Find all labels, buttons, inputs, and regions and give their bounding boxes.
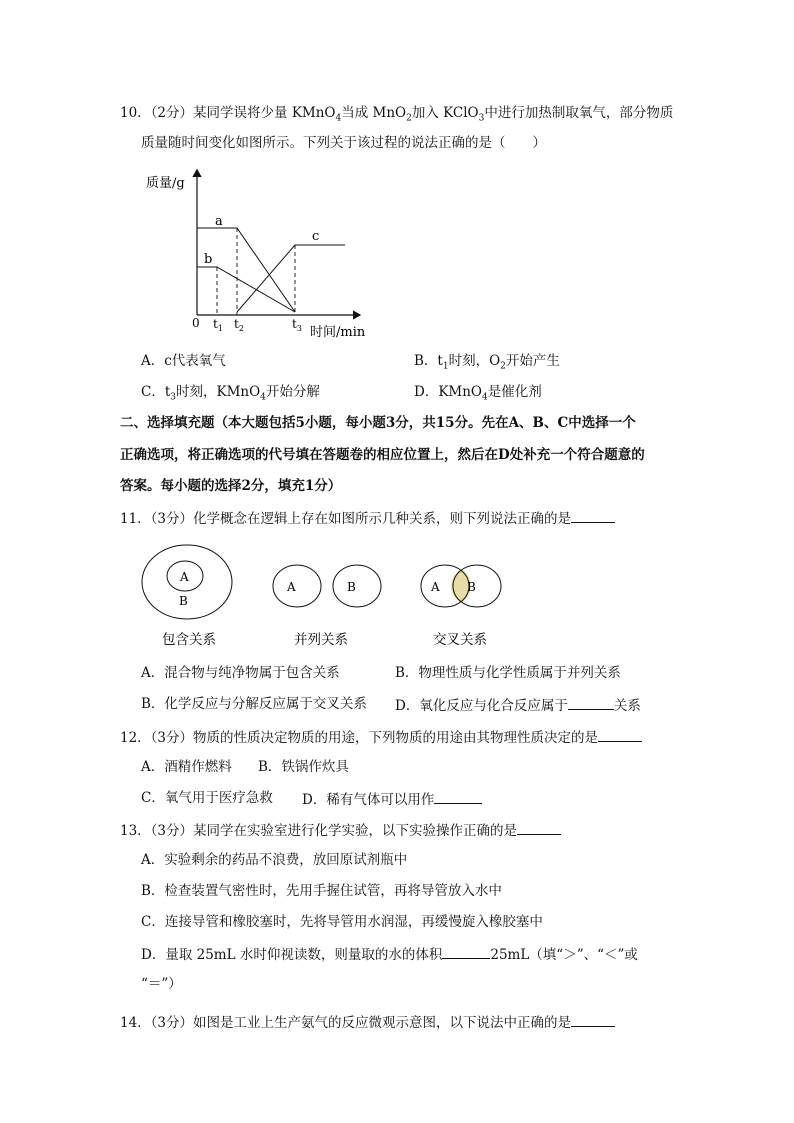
- q12-option-d: D．稀有气体可以用作: [302, 789, 482, 809]
- q10-option-a: A．c代表氧气: [141, 353, 226, 369]
- q10-mass-time-graph: [140, 165, 370, 340]
- parallel-label-b: B: [347, 580, 356, 594]
- parallel-circle-a: [273, 565, 321, 607]
- q10-kclo3: KClO: [443, 105, 479, 121]
- q13-option-b: B．检查装置气密性时，先用手握住试管，再将导管放入水中: [141, 883, 502, 899]
- label-c: c: [312, 229, 320, 244]
- caption-cross: 交叉关系: [433, 632, 487, 648]
- q13-answer-blank[interactable]: [517, 820, 561, 835]
- contain-label-b: B: [179, 594, 188, 608]
- line-a: [197, 228, 295, 312]
- label-a: a: [215, 214, 223, 229]
- tick-t1: $t_1$: [213, 317, 223, 333]
- q12-option-c: C．氧气用于医疗急救: [141, 790, 273, 806]
- q11-option-b: B．物理性质与化学性质属于并列关系: [395, 665, 621, 681]
- section2-heading-line2: 正确选项，将正确选项的代号填在答题卷的相应位置上，然后在D处补充一个符合题意的: [120, 447, 645, 463]
- q10-mno2-sub: 2: [406, 113, 412, 124]
- q12-option-b: B．铁锅作炊具: [258, 759, 349, 775]
- section2-heading-line1: 二、选择填充题（本大题包括5小题，每小题3分，共15分。先在A、B、C中选择一个: [120, 415, 636, 431]
- q13-d-blank[interactable]: [442, 944, 490, 959]
- q12-d-blank[interactable]: [434, 789, 482, 804]
- caption-contain: 包含关系: [162, 632, 216, 648]
- q10-stem-c: 加入: [411, 105, 439, 121]
- line-b: [197, 267, 295, 312]
- parallel-circle-b: [333, 565, 381, 607]
- q12-stem: 12．（3分）物质的性质决定物质的用途，下列物质的用途由其物理性质决定的是: [120, 727, 642, 747]
- tick-t3: $t_3$: [292, 317, 302, 333]
- cross-label-b: B: [467, 580, 476, 594]
- origin-label: 0: [192, 316, 200, 330]
- q11-stem: 11．（3分）化学概念在逻辑上存在如图所示几种关系，则下列说法正确的是: [120, 508, 615, 528]
- q10-stem-b: 当成: [341, 105, 369, 121]
- q13-option-d: D．量取 25mL 水时仰视读数，则量取的水的体积 25mL（填“＞”、“＜”或: [141, 944, 638, 964]
- q12-option-a: A．酒精作燃料: [141, 759, 232, 775]
- q10-option-b: B．$t_1$时刻，$O_2$开始产生: [414, 353, 560, 372]
- q10-kmno4: KMnO: [291, 105, 336, 121]
- q14-stem: 14．（3分）如图是工业上生产氨气的反应微观示意图，以下说法中正确的是: [120, 1012, 615, 1032]
- q10-option-c: C．$t_3$时刻，KMnO$_4$开始分解: [141, 384, 320, 403]
- q10-stem-a: 某同学误将少量: [193, 105, 288, 121]
- x-axis-label: 时间/min: [310, 325, 366, 340]
- section2-heading-line3: 答案。每小题的选择2分，填充1分）: [120, 478, 342, 494]
- q10-line1: [120, 104, 673, 128]
- q12-answer-blank[interactable]: [598, 727, 642, 742]
- q13-option-c: C．连接导管和橡胶塞时，先将导管用水润湿，再缓慢旋入橡胶塞中: [141, 914, 543, 930]
- contain-label-a: A: [180, 570, 189, 584]
- q11-option-d: D．氧化反应与化合反应属于 关系: [395, 695, 641, 715]
- q13-option-d-cont: “＝”）: [141, 976, 182, 992]
- q10-option-d: D．KMnO$_4$是催化剂: [414, 384, 542, 403]
- q14-answer-blank[interactable]: [571, 1012, 615, 1027]
- q13-option-a: A．实验剩余的药品不浪费，放回原试剂瓶中: [141, 852, 408, 868]
- q10-kmno4-sub: 4: [335, 113, 342, 124]
- q11-relation-diagram: [135, 540, 555, 655]
- q10-number: 10．: [120, 105, 151, 121]
- line-c: [237, 245, 345, 312]
- q10-score: （2分）: [150, 105, 194, 121]
- cross-label-a: A: [431, 580, 440, 594]
- caption-parallel: 并列关系: [294, 632, 348, 648]
- q13-stem: 13．（3分）某同学在实验室进行化学实验，以下实验操作正确的是: [120, 820, 561, 840]
- q11-answer-blank[interactable]: [571, 508, 615, 523]
- q11-option-c: B．化学反应与分解反应属于交叉关系: [141, 696, 367, 712]
- tick-t2: $t_2$: [234, 317, 244, 333]
- label-b: b: [204, 252, 213, 267]
- q11-d-blank[interactable]: [568, 695, 614, 710]
- q10-line2: 质量随时间变化如图所示。下列关于该过程的说法正确的是（ ）: [141, 135, 546, 151]
- parallel-label-a: A: [287, 580, 296, 594]
- q10-kclo3-sub: 3: [478, 113, 485, 124]
- y-axis-label: 质量/g: [146, 176, 185, 191]
- q11-option-a: A．混合物与纯净物属于包含关系: [141, 665, 340, 681]
- q10-mno2: MnO: [372, 105, 407, 121]
- q10-stem-d: 中进行加热制取氧气，部分物质: [484, 105, 674, 121]
